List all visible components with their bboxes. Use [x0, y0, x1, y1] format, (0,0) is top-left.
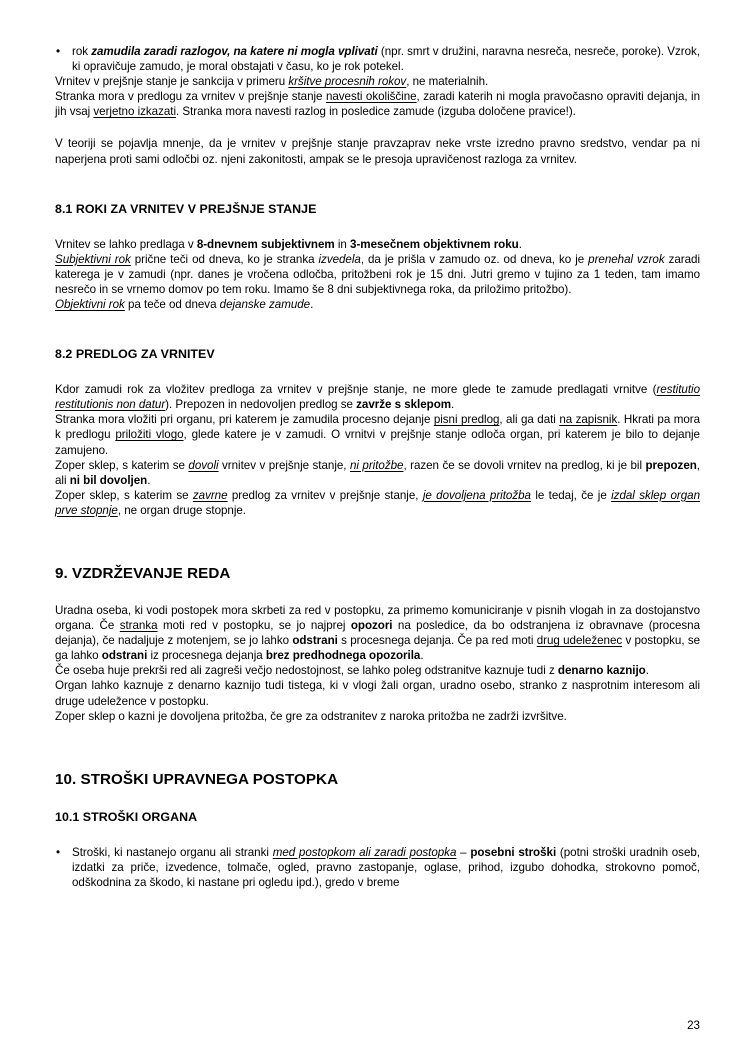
- text-run: Če oseba huje prekrši red ali zagreši večjo nedostojnost, se lahko poleg odstranitve kaznuje tudi z: [55, 664, 558, 678]
- spacer: [55, 167, 700, 201]
- text-run: iz procesnega dejanja: [147, 649, 266, 663]
- text-run: .: [451, 398, 455, 412]
- emphasis-bold: posebni stroški: [470, 845, 557, 859]
- text-run: , glede katere je v zamudi. O vrnitvi v prejšnje stanje odloča organ, pri katerem je bilo to dejanje zamujeno.: [55, 428, 700, 457]
- text-run: .: [310, 298, 314, 312]
- emphasis-bold: ni bil dovoljen: [69, 473, 148, 487]
- text-run: ). Prepozen in nedovoljen predlog se: [165, 398, 357, 412]
- emphasis-underline: stranka: [119, 619, 158, 633]
- emphasis-bold: zavrže s sklepom: [356, 398, 452, 412]
- text-run: Uradna oseba, ki vodi postopek mora skrbeti za red v postopku, za primemo komuniciranje v pisnih vlogah in za dostojanstvo organa. Če: [55, 603, 700, 633]
- emphasis-italic-underline: zavrne: [192, 488, 228, 502]
- paragraph-zoper-kazni: Zoper sklep o kazni je dovoljena pritožba, če gre za odstranitev z naroka pritožba ne zadrži izvršitve.: [55, 709, 567, 723]
- page-number: 23: [687, 1019, 700, 1032]
- text-run: in: [334, 237, 351, 251]
- list-item: [55, 44, 700, 74]
- emphasis-italic-underline: izdal sklep organ prve stopnje: [55, 488, 700, 517]
- text-run: prične teči od dneva, ko je stranka: [130, 252, 319, 266]
- paragraph-roki: [55, 237, 700, 252]
- paragraph-zoper-zavrne: [55, 488, 700, 518]
- paragraph-organ-kaznuje: Organ lahko kaznuje z denarno kaznijo tudi tistega, ki v vlogi žali organ, uradno osebo, stranko z nasprotnim interesom ali druge udeležence v postopku.: [55, 679, 700, 708]
- paragraph-subjektivni-rok: [55, 252, 700, 297]
- text-run: Stroški, ki nastanejo organu ali stranki: [72, 845, 273, 859]
- document-body: [55, 44, 700, 890]
- spacer: [55, 217, 700, 237]
- text-run: –: [456, 845, 471, 859]
- spacer: [55, 119, 700, 136]
- emphasis-bold: odstrani: [101, 649, 148, 663]
- paragraph-sankcija: [55, 74, 700, 89]
- emphasis-bold: 3-mesečnem objektivnem roku: [350, 237, 519, 251]
- text-run: .: [645, 664, 649, 678]
- heading-10-1: 10.1 STROŠKI ORGANA: [55, 809, 198, 824]
- text-run: (npr. smrt v družini, naravna nesreča, nesreče, poroke). Vzrok, ki opravičuje zamudo, je moral obstajati v času, ko je rok potekel.: [72, 45, 700, 74]
- paragraph-stranka-vlozi: [55, 412, 700, 457]
- emphasis-italic: dejanske zamude: [219, 298, 311, 312]
- text-run: moti red v postopku, se jo najprej: [157, 619, 351, 633]
- spacer: [55, 518, 700, 564]
- text-run: vrnitev v prejšnje stanje,: [218, 458, 350, 472]
- text-run: .: [420, 649, 424, 663]
- text-run: , ne organ druge stopnje.: [117, 503, 246, 517]
- emphasis-italic-underline: kršitve procesnih rokov: [288, 75, 407, 89]
- paragraph-ce-oseba: [55, 663, 700, 678]
- text-run: rok: [72, 45, 92, 58]
- text-run: , ali: [55, 458, 700, 487]
- list-item: [55, 845, 700, 890]
- emphasis-bold: 8-dnevnem subjektivnem: [196, 237, 335, 251]
- emphasis-italic: prenehal vzrok: [588, 252, 665, 266]
- list-item-text: [72, 845, 700, 890]
- spacer: [55, 789, 700, 809]
- text-run: . Hkrati pa mora k predlogu: [55, 413, 700, 442]
- paragraph-zoper-dovoli: [55, 458, 700, 488]
- emphasis-italic-underline: je dovoljena pritožba: [422, 488, 531, 502]
- text-run: pa teče od dneva: [124, 298, 220, 312]
- emphasis-bold: opozori: [350, 619, 393, 633]
- spacer: [55, 724, 700, 770]
- emphasis-italic-underline: Subjektivni rok: [55, 252, 131, 266]
- emphasis-italic: izvedela: [318, 252, 361, 266]
- text-run: , zaradi katerih ni mogla pravočasno opraviti dejanja, in jih vsaj: [55, 90, 700, 119]
- emphasis-bold-italic: zamudila zaradi razlogov, na katere ni mogla vplivati: [91, 45, 378, 58]
- emphasis-underline: navesti okoliščine: [325, 90, 417, 104]
- paragraph-uradna-oseba: [55, 603, 700, 663]
- text-run: , da je prišla v zamudo oz. od dneva, ko je: [360, 252, 589, 266]
- emphasis-italic-underline: med postopkom ali zaradi postopka: [272, 845, 457, 859]
- paragraph-stranka-mora: [55, 89, 700, 119]
- emphasis-bold: brez predhodnega opozorila: [265, 649, 421, 663]
- emphasis-underline: drug udeleženec: [536, 634, 623, 648]
- bullet-icon: •: [56, 845, 61, 859]
- text-run: v postopku, se ga lahko: [55, 634, 701, 663]
- text-run: , ali ga dati: [499, 413, 560, 427]
- text-run: , razen če se dovoli vrnitev na predlog, ki je bil: [403, 458, 646, 472]
- spacer: [55, 362, 700, 382]
- emphasis-bold: prepozen: [645, 458, 697, 472]
- list-item-text: [72, 44, 700, 74]
- text-run: Zoper sklep, s katerim se: [55, 488, 193, 502]
- heading-9: 9. VZDRŽEVANJE REDA: [55, 564, 231, 582]
- paragraph-kdor-zamudi: [55, 382, 700, 412]
- emphasis-italic-underline: dovoli: [188, 458, 219, 472]
- emphasis-italic-underline: ni pritožbe: [349, 458, 404, 472]
- emphasis-italic-underline: Objektivni rok: [55, 298, 125, 312]
- text-run: Vrnitev se lahko predlaga v: [55, 237, 197, 251]
- text-run: s procesnega dejanja. Če pa red moti: [337, 634, 537, 648]
- emphasis-bold: denarno kaznijo: [557, 664, 646, 678]
- text-run: Vrnitev v prejšnje stanje je sankcija v primeru: [55, 75, 289, 89]
- heading-8-1: 8.1 ROKI ZA VRNITEV V PREJŠNJE STANJE: [55, 201, 317, 216]
- spacer: [55, 583, 700, 603]
- heading-8-2: 8.2 PREDLOG ZA VRNITEV: [55, 347, 215, 362]
- emphasis-underline: priložiti vlogo: [115, 428, 184, 442]
- emphasis-underline: pisni predlog: [433, 413, 500, 427]
- paragraph-objektivni-rok: [55, 297, 700, 312]
- spacer: [55, 825, 700, 845]
- bullet-icon: •: [56, 45, 61, 58]
- text-run: . Stranka mora navesti razlog in posledice zamude (izguba določene pravice!).: [176, 105, 576, 119]
- text-run: .: [518, 237, 522, 251]
- text-run: .: [147, 473, 151, 487]
- emphasis-italic-underline: restitutio restitutionis non datur: [55, 383, 700, 412]
- heading-10: 10. STROŠKI UPRAVNEGA POSTOPKA: [55, 770, 339, 788]
- text-run: , ne materialnih.: [406, 75, 489, 89]
- text-run: Kdor zamudi rok za vložitev predloga za vrnitev v prejšnje stanje, ne more glede te zamude predlagati vrnitve (: [55, 383, 657, 397]
- text-run: Stranka mora vložiti pri organu, pri katerem je zamudila procesno dejanje: [55, 413, 434, 427]
- emphasis-underline: na zapisnik: [559, 413, 618, 427]
- text-run: zaradi katerega je v zamudi (npr. danes je vročena odločba, pritožbeni rok je 15 dni. Jutri gremo v tujino za 1 teden, tam imamo nesrečo in se vrnemo domov po tem roku. Imamo še 8 dni subjektivnega roka, da priložimo pritožbo).: [55, 252, 700, 296]
- text-run: Zoper sklep, s katerim se: [55, 458, 189, 472]
- text-run: (potni stroški uradnih oseb, izdatki za priče, izvedence, tolmače, ogled, pravno zastopanje, oglase, prihod, izgubo dohodka, strokovno pomoč, odškodnina za škodo, ki nastane pri ogledu ipd.), gredo v breme: [72, 845, 700, 889]
- paragraph-teorija: V teoriji se pojavlja mnenje, da je vrnitev v prejšnje stanje pravzaprav neke vrste izredno pravno sredstvo, vendar pa ni naperjena proti sami odločbi oz. njeni zakonitosti, ampak se le presoja upravičenost razloga za vrnitev.: [55, 137, 700, 166]
- spacer: [55, 312, 700, 346]
- text-run: predlog za vrnitev v prejšnje stanje,: [227, 488, 423, 502]
- text-run: le tedaj, če je: [530, 488, 612, 502]
- text-run: na posledice, da bo odstranjena iz obravnave (procesna dejanja), če nadaljuje z motenjem, se jo lahko: [55, 619, 700, 648]
- text-run: Stranka mora v predlogu za vrnitev v prejšnje stanje: [55, 90, 326, 104]
- emphasis-bold: odstrani: [292, 634, 338, 648]
- emphasis-underline: verjetno izkazati: [93, 105, 177, 119]
